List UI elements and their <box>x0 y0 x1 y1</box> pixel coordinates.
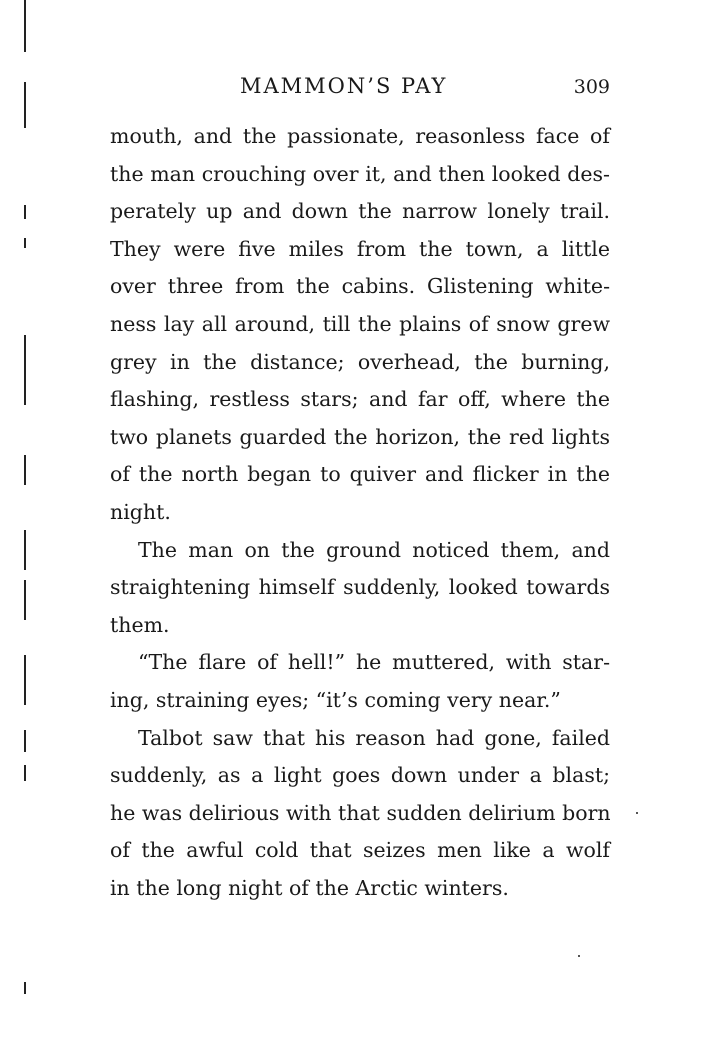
text-line: Talbot saw that his reason had gone, failed <box>138 725 610 750</box>
text-line: flashing, restless stars; and far off, where the <box>110 387 610 412</box>
text-line: the man crouching over it, and then looked des- <box>110 161 610 186</box>
scan-edge-mark <box>24 238 26 248</box>
scan-edge-mark <box>24 730 26 752</box>
scan-edge-mark <box>24 82 26 128</box>
text-line: mouth, and the passionate, reasonless face of <box>110 124 610 148</box>
text-line: night. <box>110 499 171 524</box>
text-line: ness lay all around, till the plains of snow grew <box>110 311 610 336</box>
scan-edge-mark <box>24 205 26 219</box>
text-line: grey in the distance; overhead, the burning, <box>110 349 610 374</box>
page-header <box>110 74 612 104</box>
text-line: suddenly, as a light goes down under a blast; <box>110 763 610 788</box>
text-line: perately up and down the narrow lonely trail. <box>110 199 610 224</box>
scan-edge-mark <box>24 655 26 705</box>
scan-edge-mark <box>24 580 26 620</box>
text-line: straightening himself suddenly, looked towards <box>110 575 610 600</box>
running-title: MAMMON’S PAY <box>240 74 448 98</box>
scan-speck <box>578 955 580 957</box>
text-line: over three from the cabins. Glistening white- <box>110 274 610 299</box>
text-line: he was delirious with that sudden delirium born <box>110 800 611 825</box>
text-line: two planets guarded the horizon, the red lights <box>110 424 610 449</box>
scan-edge-mark <box>24 335 26 405</box>
scan-edge-mark <box>24 0 26 52</box>
text-line: The man on the ground noticed them, and <box>138 537 610 562</box>
page-number: 309 <box>573 76 610 98</box>
scan-edge-mark <box>24 455 26 485</box>
scan-edge-mark <box>24 765 26 781</box>
text-line: of the awful cold that seizes men like a wolf <box>110 838 610 863</box>
text-line: of the north began to quiver and flicker in the <box>110 462 610 487</box>
text-line: “The flare of hell!” he muttered, with star- <box>138 650 610 675</box>
body-text <box>110 118 610 907</box>
text-line: They were five miles from the town, a little <box>110 236 610 261</box>
text-line: in the long night of the Arctic winters. <box>110 875 509 900</box>
scan-edge-mark <box>24 982 26 994</box>
text-line: them. <box>110 612 170 637</box>
scan-speck <box>636 812 638 814</box>
scan-edge-mark <box>24 530 26 570</box>
text-line: ing, straining eyes; “it’s coming very near.” <box>110 687 561 712</box>
